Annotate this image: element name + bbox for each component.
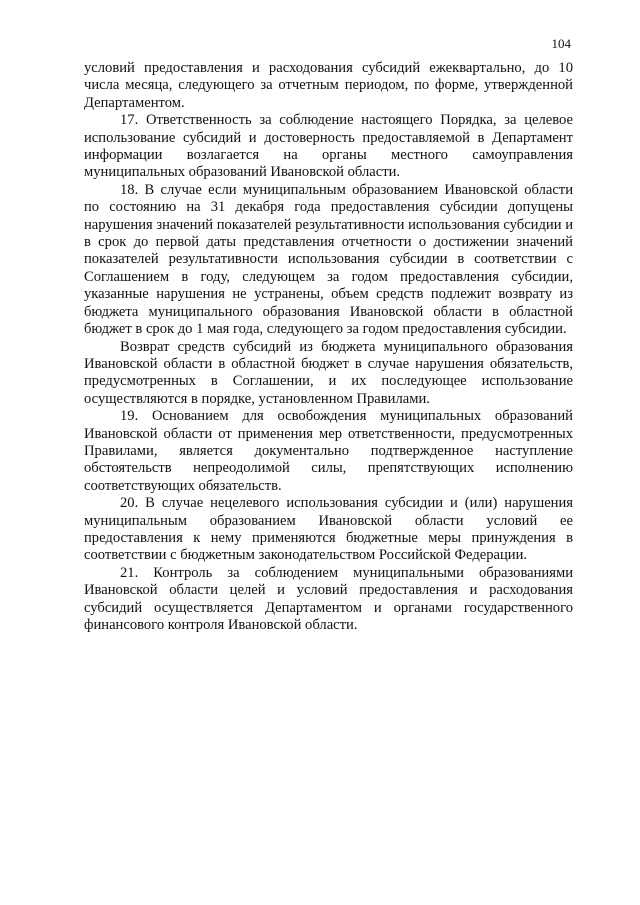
paragraph-19: 19. Основанием для освобождения муниципальных образований Ивановской области от применения мер ответственности, предусмотренных Правилами, является документально подтвержденное наступление обстоятельств непреодолимой силы, препятствующих исполнению соответствующих обязательств. — [84, 408, 573, 494]
paragraph-20: 20. В случае нецелевого использования субсидии и (или) нарушения муниципальным образованием Ивановской области условий ее предоставления к нему применяются бюджетные меры принуждения в соответствии с бюджетным законодательством Российской Федерации. — [84, 495, 573, 564]
page-number: 104 — [551, 36, 571, 51]
paragraph-18-refund: Возврат средств субсидий из бюджета муниципального образования Ивановской области в областной бюджет в случае нарушения обязательств, предусмотренных в Соглашении, и их последующее использование осуществляются в порядке, установленном Правилами. — [84, 338, 573, 407]
paragraph-17: 17. Ответственность за соблюдение настоящего Порядка, за целевое использование субсидий и достоверность предоставляемой в Департамент информации возлагается на органы местного самоуправления муниципальных образований Ивановской области. — [84, 112, 573, 181]
paragraph-21: 21. Контроль за соблюдением муниципальными образованиями Ивановской области целей и условий предоставления и расходования субсидий осуществляется Департаментом и органами государственного финансового контроля Ивановской области. — [84, 564, 573, 633]
paragraph-continuation: условий предоставления и расходования субсидий ежеквартально, до 10 числа месяца, следующего за отчетным периодом, по форме, утвержденной Департаментом. — [84, 60, 573, 111]
document-body — [84, 60, 573, 634]
paragraph-18: 18. В случае если муниципальным образованием Ивановской области по состоянию на 31 декабря года предоставления субсидии допущены нарушения значений показателей результативности использования субсидии и в срок до первой даты представления отчетности о достижении значений показателей результативности использования субсидии в соответствии с Соглашением в году, следующем за годом предоставления субсидии, указанные нарушения не устранены, объем средств подлежит возврату из бюджета муниципального образования Ивановской области в областной бюджет в срок до 1 мая года, следующего за годом предоставления субсидии. — [84, 181, 573, 338]
